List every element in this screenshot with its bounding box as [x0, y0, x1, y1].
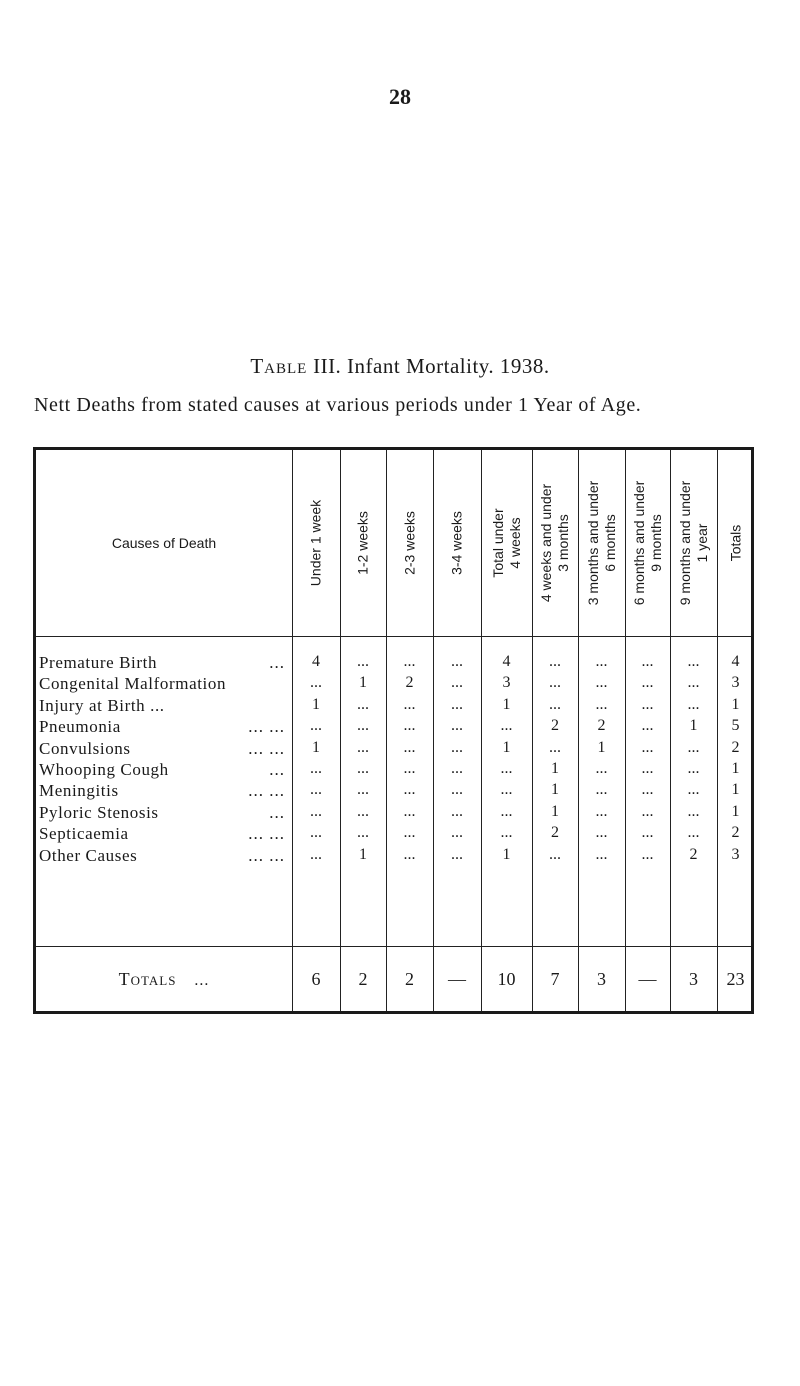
table-cell: ... [687, 760, 700, 777]
cause-of-death: Premature Birth ... [39, 653, 285, 672]
table-cell: ... [641, 781, 654, 799]
table-cell: ... [451, 845, 463, 863]
table-cell: 2 [731, 738, 740, 756]
table-cell: ... [451, 695, 463, 713]
table-cell: ... [451, 653, 463, 670]
column-header [578, 450, 625, 636]
cause-of-death: Convulsions ... ... [39, 738, 285, 758]
total-cell: 6 [311, 969, 321, 989]
table-cell: ... [641, 802, 654, 820]
table-cell: ... [403, 781, 416, 799]
table-cell: ... [403, 845, 416, 863]
column-header [481, 450, 532, 636]
table-cell: ... [451, 717, 463, 735]
table-cell: ... [641, 760, 654, 777]
table-cell: ... [687, 824, 700, 842]
table-cell: ... [687, 781, 700, 799]
total-cell: 7 [550, 969, 560, 989]
column-header [532, 450, 578, 636]
table-cell: ... [595, 802, 608, 820]
table-cell: ... [310, 845, 322, 863]
infant-mortality-table [33, 447, 754, 1014]
table-cell: ... [357, 781, 369, 799]
table-cell: ... [595, 653, 608, 670]
table-cell: ... [500, 717, 513, 735]
table-row [36, 781, 757, 803]
table-cell: ... [500, 781, 513, 799]
table-row [36, 760, 757, 782]
table-cell: ... [357, 802, 369, 820]
table-cell: 1 [731, 760, 740, 777]
table-cell: ... [595, 781, 608, 799]
table-cell: ... [549, 738, 561, 756]
table-cell: 1 [551, 760, 559, 777]
table-cell: ... [641, 653, 654, 670]
table-cell: 4 [312, 653, 320, 670]
table-cell: ... [687, 674, 700, 692]
table-cell: 1 [312, 738, 320, 756]
totals-row [36, 969, 757, 991]
total-cell: 3 [689, 969, 698, 989]
total-cell: 23 [726, 969, 745, 989]
table-cell: 1 [359, 674, 367, 692]
table-cell: ... [595, 674, 608, 692]
table-cell: ... [549, 674, 561, 692]
column-header [670, 450, 717, 636]
column-header [625, 450, 670, 636]
table-cell: ... [403, 824, 416, 842]
table-cell: 4 [731, 653, 740, 670]
table-cell: ... [451, 781, 463, 799]
table-cell: 1 [731, 695, 740, 713]
table-cell: ... [403, 717, 416, 735]
column-header-label: 3 months and under 6 months [584, 480, 618, 606]
cause-of-death: Pneumonia ... ... [39, 717, 285, 737]
table-cell: ... [451, 738, 463, 756]
table-cell: 4 [502, 653, 511, 670]
table-cell: ... [310, 802, 322, 820]
causes-of-death-header: Causes of Death [111, 535, 217, 551]
table-cell: ... [549, 653, 561, 670]
total-cell: — [448, 969, 466, 989]
column-header-label: 6 months and under 9 months [630, 480, 664, 606]
cause-of-death: Pyloric Stenosis ... [39, 802, 285, 822]
table-cell: ... [549, 845, 561, 863]
table-cell: ... [641, 717, 654, 735]
cause-of-death: Whooping Cough ... [39, 760, 285, 779]
table-cell: 1 [551, 802, 559, 820]
column-header [386, 450, 433, 636]
table-row [36, 674, 757, 696]
table-cell: ... [687, 802, 700, 820]
table-cell: ... [357, 760, 369, 777]
table-title [0, 354, 800, 379]
column-header-label: Total under 4 weeks [489, 508, 523, 578]
table-cell: 5 [731, 717, 740, 735]
column-header-label: Totals [727, 524, 743, 562]
table-cell: 1 [551, 781, 559, 799]
column-header [433, 450, 481, 636]
table-title-label: Table [250, 354, 308, 378]
table-cell: ... [641, 695, 654, 713]
table-cell: ... [310, 760, 322, 777]
table-cell: ... [310, 717, 322, 735]
table-cell: ... [403, 653, 416, 670]
cause-of-death: Meningitis ... ... [39, 781, 285, 801]
table-cell: ... [500, 824, 513, 842]
table-cell: ... [310, 781, 322, 799]
totals-divider [36, 946, 751, 947]
table-cell: ... [595, 824, 608, 842]
column-header [292, 450, 340, 636]
table-cell: 1 [502, 738, 511, 756]
column-header-label: 9 months and under 1 year [676, 480, 710, 606]
table-cell: ... [357, 824, 369, 842]
table-cell: 1 [502, 695, 511, 713]
table-row [36, 803, 757, 825]
table-cell: ... [310, 824, 322, 842]
table-cell: ... [403, 738, 416, 756]
total-cell: 3 [597, 969, 606, 989]
table-cell: ... [641, 738, 654, 756]
table-cell: 2 [405, 674, 414, 692]
table-cell: ... [549, 695, 561, 713]
column-header [340, 450, 386, 636]
table-cell: ... [357, 717, 369, 735]
header-divider [36, 636, 751, 637]
table-title-rest: III. Infant Mortality. 1938. [307, 354, 550, 378]
table-row [36, 653, 757, 675]
table-cell: ... [500, 802, 513, 820]
total-cell: — [638, 969, 657, 989]
table-cell: 3 [731, 674, 740, 692]
cause-of-death: Injury at Birth ... [39, 695, 165, 715]
total-cell: 10 [497, 969, 516, 989]
table-cell: ... [451, 802, 463, 820]
column-header-label: 4 weeks and under 3 months [538, 483, 571, 603]
table-cell: ... [641, 674, 654, 692]
table-cell: ... [641, 845, 654, 863]
table-cell: ... [403, 802, 416, 820]
table-cell: 1 [689, 717, 698, 735]
cause-of-death: Other Causes ... ... [39, 845, 285, 865]
table-cell: ... [451, 824, 463, 842]
table-cell: ... [357, 738, 369, 756]
table-cell: 1 [312, 695, 320, 713]
table-cell: 2 [551, 824, 559, 842]
table-subtitle: Nett Deaths from stated causes at various periods under 1 Year of Age. [34, 394, 642, 416]
table-cell: ... [500, 760, 513, 777]
table-row [36, 739, 757, 761]
column-header-label: 2-3 weeks [401, 511, 417, 575]
column-header-label: Under 1 week [307, 499, 324, 587]
table-cell: ... [687, 653, 700, 670]
table-cell: 1 [359, 845, 367, 863]
table-cell: ... [451, 674, 463, 692]
table-row [36, 717, 757, 739]
table-cell: ... [687, 695, 700, 713]
table-cell: 1 [597, 738, 606, 756]
cause-of-death: Congenital Malformation [39, 674, 227, 694]
table-cell: ... [310, 674, 322, 692]
table-cell: ... [357, 653, 369, 670]
table-cell: 1 [731, 781, 740, 799]
table-cell: ... [595, 845, 608, 863]
table-row [36, 846, 757, 868]
column-header [717, 450, 754, 636]
cause-of-death: Septicaemia ... ... [39, 824, 285, 844]
table-cell: ... [403, 695, 416, 713]
table-cell: 2 [597, 717, 606, 735]
table-cell: 2 [551, 717, 559, 735]
page-number: 28 [389, 84, 411, 109]
column-header-label: 1-2 weeks [354, 511, 371, 575]
table-cell: ... [357, 695, 369, 713]
total-cell: 2 [358, 969, 368, 989]
table-row [36, 696, 757, 718]
table-row [36, 824, 757, 846]
table-cell: ... [403, 760, 416, 777]
table-cell: 2 [731, 824, 740, 842]
table-cell: ... [687, 738, 700, 756]
table-cell: 1 [731, 802, 740, 820]
table-cell: 1 [502, 845, 511, 863]
table-cell: 2 [689, 845, 698, 863]
table-cell: ... [595, 695, 608, 713]
table-cell: ... [595, 760, 608, 777]
table-cell: ... [451, 760, 463, 777]
column-header-label: 3-4 weeks [448, 511, 465, 575]
table-cell: ... [641, 824, 654, 842]
totals-label: Totals ... [118, 969, 210, 989]
table-cell: 3 [731, 845, 740, 863]
total-cell: 2 [405, 969, 414, 989]
table-cell: 3 [502, 674, 511, 692]
